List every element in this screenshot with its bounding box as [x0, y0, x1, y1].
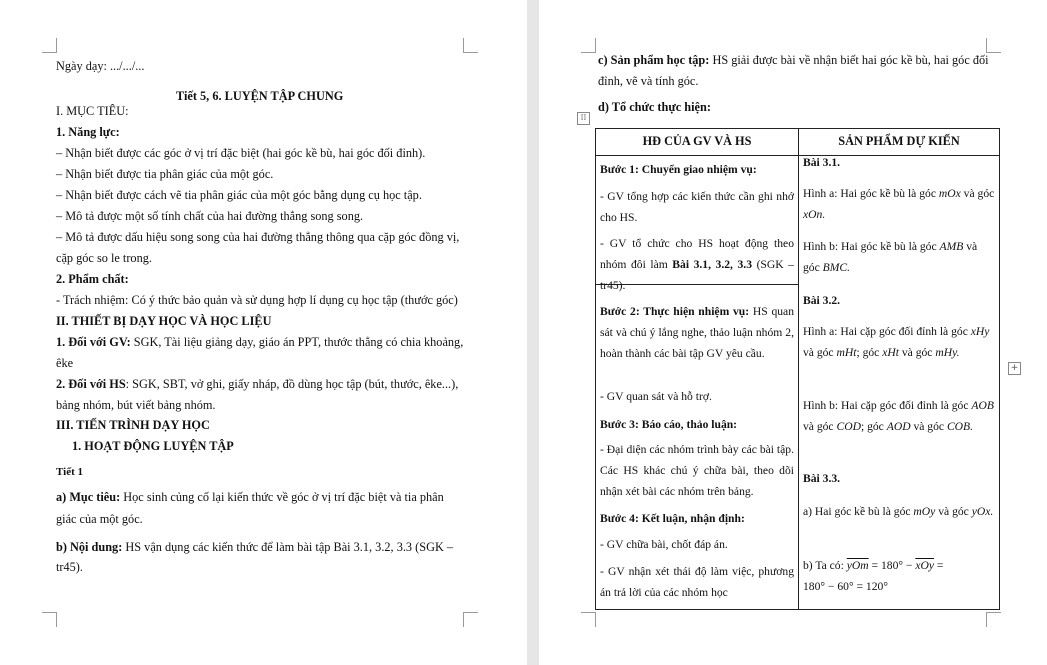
- subsection-competence: 1. Năng lực:: [56, 125, 120, 139]
- b31-b-mid: và góc: [803, 240, 978, 274]
- step2-label: Bước 2: Thực hiện nhiệm vụ:: [600, 305, 750, 318]
- b32-b-pre: Hình b: Hai cặp góc đối đỉnh là góc: [803, 399, 972, 412]
- goal-label: a) Mục tiêu:: [56, 490, 121, 504]
- hs-text-cont: bảng nhóm, bút viết bảng nhóm.: [56, 398, 216, 412]
- b33-b-angle1: $\overline{yOm}$: [846, 559, 869, 572]
- gv-equipment: [56, 335, 463, 350]
- margin-mark-bottom-left: [581, 612, 596, 627]
- step3-title: Bước 3: Báo cáo, thảo luận:: [600, 418, 738, 431]
- margin-mark-top-right: [986, 38, 1001, 53]
- step1-b-bold: Bài 3.1, 3.2, 3.3: [672, 258, 753, 271]
- content-text: HS vận dụng các kiến thức để làm bài tập Bài 3.1, 3.2, 3.3 (SGK –: [122, 540, 454, 554]
- bullet-5-cont: cặp góc so le trong.: [56, 251, 152, 265]
- b32-a: [803, 321, 995, 363]
- section-equipment: II. THIẾT BỊ DẠY HỌC VÀ HỌC LIỆU: [56, 314, 272, 328]
- margin-mark-bottom-right: [463, 612, 478, 627]
- b31-a-pre: Hình a: Hai góc kề bù là góc: [803, 187, 939, 200]
- b32-b-mid3: và góc: [910, 420, 947, 433]
- hs-label: 2. Đối với HS: [56, 377, 126, 391]
- b33-b-result: 180° − 60° = 120°: [803, 580, 888, 593]
- product-text-cont: đỉnh, vẽ và tính góc.: [598, 74, 699, 88]
- lesson-table: [595, 128, 1000, 610]
- col1-header: HĐ CỦA GV VÀ HS: [642, 134, 752, 148]
- margin-mark-bottom-right: [986, 612, 1001, 627]
- bullet-5: – Mô tả được dấu hiệu song song của hai đường thẳng thông qua cặp góc đồng vị,: [56, 230, 460, 244]
- b32-b-angle2: COD: [836, 420, 861, 433]
- step2: [600, 301, 794, 364]
- product-label: c) Sản phẩm học tập:: [598, 53, 710, 67]
- gv-text: SGK, Tài liệu giảng dạy, giáo án PPT, thước thẳng có chia khoảng,: [130, 335, 464, 349]
- table-add-row-icon[interactable]: +: [1008, 362, 1021, 375]
- b32-a-mid2: ; góc: [856, 346, 883, 359]
- b31-a-angle2: xOn.: [803, 208, 826, 221]
- content-line: [56, 540, 453, 555]
- b32-a-mid3: và góc: [898, 346, 936, 359]
- right-page: [539, 0, 1047, 665]
- b32-title: Bài 3.2.: [803, 294, 841, 307]
- b33-a-angle1: mOy: [913, 505, 936, 518]
- org-label: d) Tổ chức thực hiện:: [598, 100, 711, 114]
- table-move-handle-icon[interactable]: ⁞⁞: [577, 112, 590, 125]
- step1-b-post: (SGK – tr45).: [600, 258, 794, 292]
- b31-a-angle1: mOx: [938, 187, 961, 200]
- section-process: III. TIẾN TRÌNH DẠY HỌC: [56, 418, 210, 432]
- b32-a-mid: và góc: [803, 346, 837, 359]
- goal-text-cont: giác của một góc.: [56, 512, 143, 526]
- step3-text: - Đại diện các nhóm trình bày các bài tập. Các HS khác chú ý chữa bài, theo dõi nhận xét bài các nhóm trên bảng.: [600, 443, 794, 498]
- b32-b-mid2: ; góc: [860, 420, 887, 433]
- b32-b-angle4: COB.: [946, 420, 974, 433]
- gv-text-cont: êke: [56, 356, 74, 370]
- bullet-2: – Nhận biết được tia phân giác của một góc.: [56, 167, 274, 181]
- step1-title: Bước 1: Chuyển giao nhiệm vụ:: [600, 163, 757, 176]
- b33-b-pre: b) Ta có:: [803, 559, 847, 572]
- b33-b-equals: =: [934, 559, 944, 572]
- product-line: [598, 53, 989, 68]
- margin-mark-top-left: [42, 38, 57, 53]
- b33-a-mid: và góc: [935, 505, 972, 518]
- b31-title: Bài 3.1.: [803, 156, 841, 169]
- content-text-cont: tr45).: [56, 560, 83, 574]
- table-column-divider: [798, 129, 799, 609]
- tiet-1: Tiết 1: [56, 466, 83, 478]
- b32-a-angle1: xHy: [970, 325, 990, 338]
- bullet-3: – Nhận biết được cách vẽ tia phân giác của một góc bằng dụng cụ học tập.: [56, 188, 422, 202]
- b33-b-angle2: $\overline{xOy}$: [915, 559, 935, 572]
- subsection-quality: 2. Phẩm chất:: [56, 272, 129, 286]
- gv-label: 1. Đối với GV:: [56, 335, 131, 349]
- content-label: b) Nội dung:: [56, 540, 123, 554]
- b32-b-mid: và góc: [803, 420, 837, 433]
- b31-b-pre: Hình b: Hai góc kề bù là góc: [803, 240, 940, 253]
- b32-a-pre: Hình a: Hai cặp góc đối đỉnh là góc: [803, 325, 971, 338]
- hs-text: : SGK, SBT, vở ghi, giấy nháp, đồ dùng học tập (bút, thước, êke...),: [125, 377, 459, 391]
- b32-b-angle3: AOD: [886, 420, 911, 433]
- date-line: Ngày dạy: .../.../...: [56, 59, 145, 73]
- bullet-1: – Nhận biết được các góc ở vị trí đặc biệt (hai góc kề bù, hai góc đối đỉnh).: [56, 146, 426, 160]
- b33-b: [803, 555, 995, 597]
- section-objectives: I. MỤC TIÊU:: [56, 104, 129, 118]
- b32-a-angle2: mHt: [836, 346, 857, 359]
- b32-a-angle3: xHt: [882, 346, 899, 359]
- step2-b: - GV quan sát và hỗ trợ.: [600, 390, 712, 403]
- b33-a-pre: a) Hai góc kề bù là góc: [803, 505, 914, 518]
- activity-heading: 1. HOẠT ĐỘNG LUYỆN TẬP: [72, 439, 234, 453]
- goal-text: Học sinh củng cố lại kiến thức về góc ở vị trí đặc biệt và tia phân: [120, 490, 444, 504]
- b32-a-angle4: mHy.: [935, 346, 960, 359]
- b33-title: Bài 3.3.: [803, 472, 841, 485]
- margin-mark-top-left: [581, 38, 596, 53]
- b31-a: [803, 183, 995, 225]
- b31-b: [803, 236, 995, 278]
- col2-header: SẢN PHẨM DỰ KIẾN: [838, 134, 960, 148]
- lesson-title: Tiết 5, 6. LUYỆN TẬP CHUNG: [176, 89, 344, 103]
- b33-a-angle2: yOx.: [971, 505, 994, 518]
- step4-a: - GV chữa bài, chốt đáp án.: [600, 538, 728, 551]
- step1-b: [600, 233, 794, 296]
- b32-b: [803, 395, 995, 437]
- step4-b: - GV nhận xét thái độ làm việc, phương án trả lời của các nhóm học: [600, 565, 794, 599]
- product-text: HS giải được bài về nhận biết hai góc kề bù, hai góc đối: [709, 53, 989, 67]
- b31-b-angle1: AMB: [939, 240, 964, 253]
- quality-text: - Trách nhiệm: Có ý thức bảo quản và sử dụng hợp lí dụng cụ học tập (thước góc): [56, 293, 458, 307]
- step1-a: - GV tổng hợp các kiến thức cần ghi nhớ cho HS.: [600, 190, 794, 224]
- b31-b-angle2: BMC.: [822, 261, 851, 274]
- b33-a: [803, 501, 995, 522]
- step1-b-pre: - GV tổ chức cho HS hoạt động theo nhóm đôi làm: [600, 237, 794, 271]
- b31-a-mid: và góc: [960, 187, 995, 200]
- hs-equipment: [56, 377, 458, 392]
- bullet-4: – Mô tả được một số tính chất của hai đường thẳng song song.: [56, 209, 364, 223]
- goal-line: [56, 490, 444, 505]
- b33-b-mid: = 180° −: [868, 559, 916, 572]
- b32-b-angle1: AOB: [971, 399, 994, 412]
- margin-mark-bottom-left: [42, 612, 57, 627]
- margin-mark-top-right: [463, 38, 478, 53]
- step2-text: HS quan sát và chú ý lắng nghe, thảo luận nhóm 2, hoàn thành các bài tập GV yêu cầu.: [600, 305, 794, 360]
- step4-title: Bước 4: Kết luận, nhận định:: [600, 512, 745, 525]
